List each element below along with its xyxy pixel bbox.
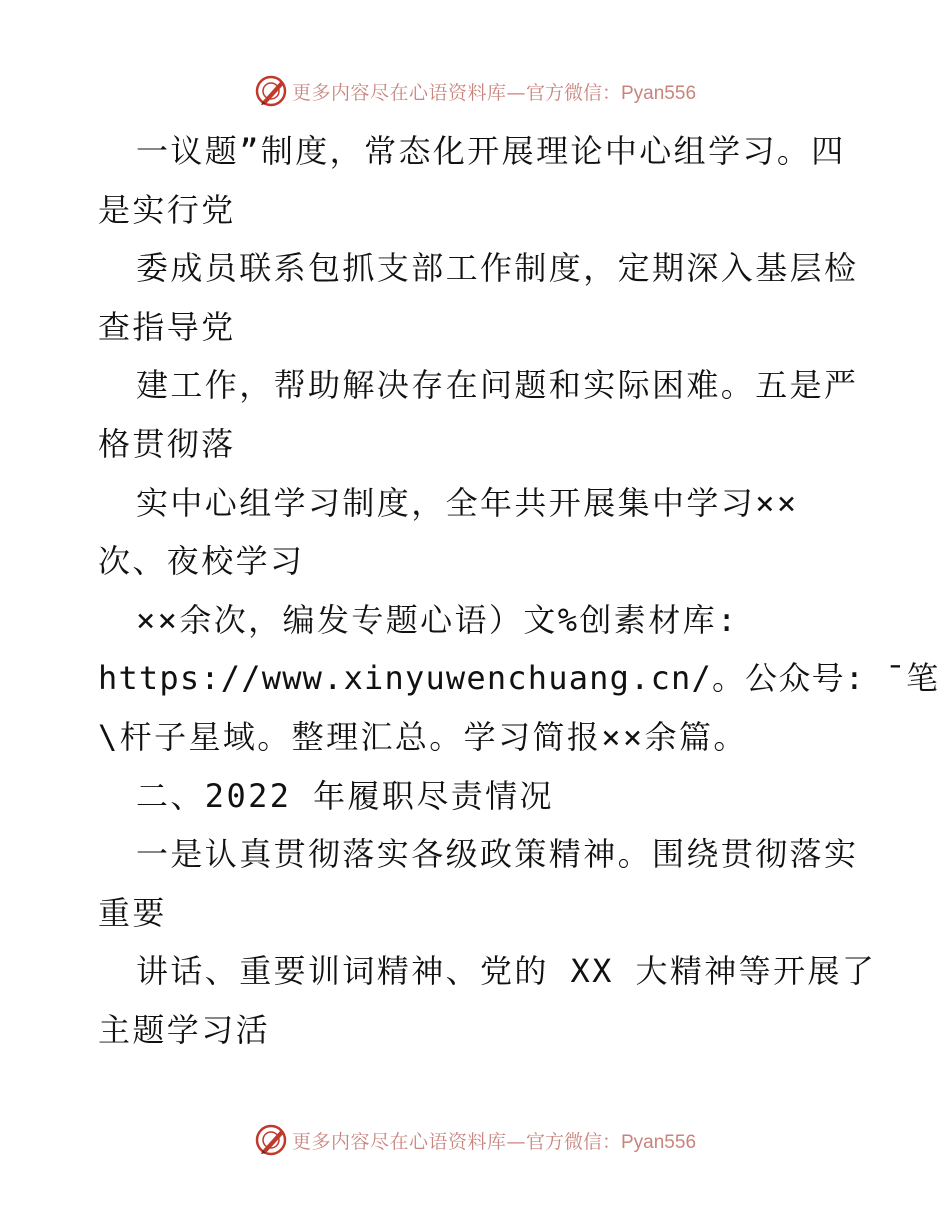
header-banner-text: 更多内容尽在心语资料库—	[291, 81, 526, 104]
text-line: 查指导党	[98, 307, 236, 346]
text-line: 一是认真贯彻落实各级政策精神。围绕贯彻落实	[136, 835, 859, 874]
text-line: 重要	[98, 893, 167, 932]
pen-logo-icon	[254, 74, 288, 108]
text-line: 格贯彻落	[98, 424, 236, 463]
footer-banner-wechat: 官方微信：Pyan556	[526, 1131, 697, 1153]
footer-banner-text: 更多内容尽在心语资料库—	[291, 1130, 526, 1153]
section-heading: 二、2022 年履职尽责情况	[136, 776, 554, 815]
text-line: 委成员联系包抓支部工作制度，定期深入基层检	[136, 249, 859, 288]
text-line: 主题学习活	[98, 1010, 271, 1049]
text-line: 实中心组学习制度，全年共开展集中学习××	[136, 483, 799, 522]
document-body	[98, 122, 940, 1060]
footer-banner	[0, 1120, 950, 1160]
text-line: \杆子星域。整理汇总。学习简报××余篇。	[98, 717, 748, 756]
text-line: 一议题”制度，常态化开展理论中心组学习。四	[136, 132, 846, 170]
header-banner	[0, 71, 950, 111]
text-line: 次、夜校学习	[98, 542, 305, 581]
text-line: ××余次，编发专题心语）文%创素材库:	[136, 600, 739, 639]
url-line: https://www.xinyuwenchuang.cn/。公众号: ¯笔	[98, 659, 940, 698]
pen-logo-icon	[254, 1123, 288, 1157]
header-banner-wechat: 官方微信：Pyan556	[526, 82, 697, 104]
text-line: 讲话、重要训词精神、党的 XX 大精神等开展了	[136, 952, 877, 991]
text-line: 是实行党	[98, 190, 236, 229]
text-line: 建工作，帮助解决存在问题和实际困难。五是严	[136, 366, 859, 405]
